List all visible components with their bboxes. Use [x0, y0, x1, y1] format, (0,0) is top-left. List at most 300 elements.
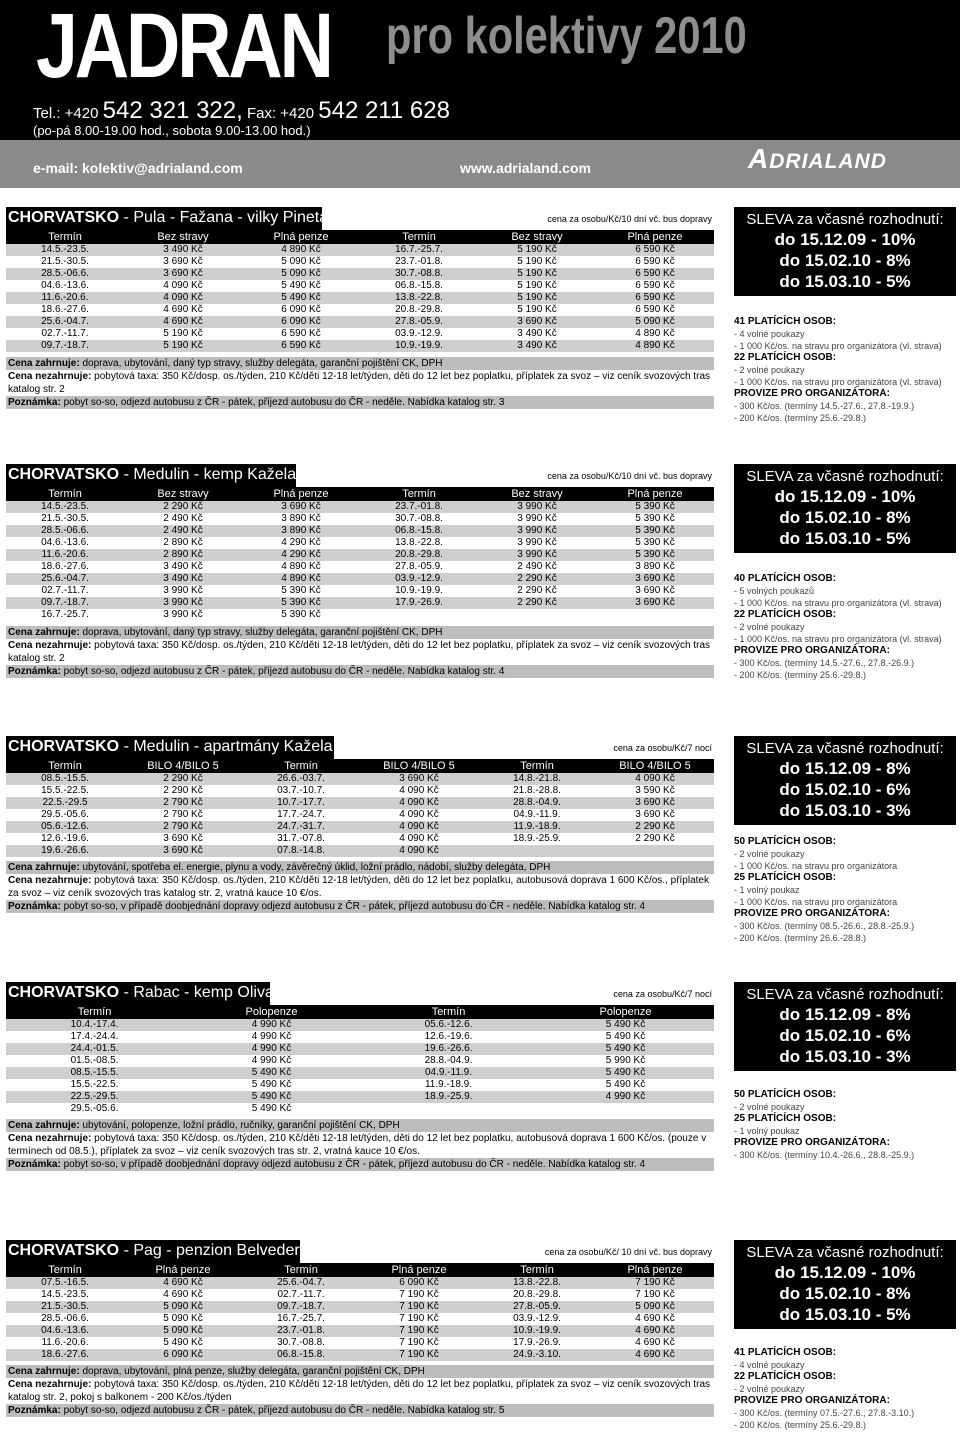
price-note: cena za osobu/Kč/7 nocí — [613, 989, 712, 999]
table-cell: 31.7.-07.8. — [242, 833, 360, 845]
table-header: Bez stravy — [124, 488, 242, 501]
table-cell: 14.8.-21.8. — [478, 773, 596, 785]
group-item: - 200 Kč/os. (termíny 25.6.-29.8.) — [734, 670, 867, 680]
table-cell — [478, 609, 596, 621]
table-cell: 4 890 Kč — [242, 573, 360, 585]
table-cell: 3 690 Kč — [124, 256, 242, 268]
table-cell: 4 990 Kč — [183, 1019, 360, 1031]
table-cell: 6 090 Kč — [242, 316, 360, 328]
table-cell: 5 390 Kč — [242, 585, 360, 597]
section-title-bar — [6, 1240, 714, 1264]
excluded-note — [6, 1132, 714, 1158]
section-title-bar — [6, 736, 714, 760]
table-cell: 7 190 Kč — [360, 1325, 478, 1337]
table-cell: 3 890 Kč — [596, 561, 714, 573]
excluded-note — [6, 1378, 714, 1404]
section-notes — [6, 626, 714, 678]
group-item: - 200 Kč/os. (termíny 26.6.-28.8.) — [734, 933, 867, 943]
table-cell: 3 990 Kč — [478, 525, 596, 537]
table-cell: 20.8.-29.8. — [360, 304, 478, 316]
table-cell: 3 890 Kč — [242, 513, 360, 525]
table-cell: 04.9.-11.9. — [360, 1067, 537, 1079]
table-header: Termín — [6, 760, 124, 773]
table-cell: 2 290 Kč — [596, 833, 714, 845]
discount-line: do 15.12.09 - 10% — [774, 487, 916, 506]
table-header: Termín — [242, 760, 360, 773]
group-item: - 1 000 Kč/os. na stravu pro organizátora (vl. strava) — [734, 341, 942, 351]
table-row — [6, 1301, 714, 1313]
excluded-label: Cena nezahrnuje: — [8, 874, 92, 886]
table-row — [6, 280, 714, 292]
table-cell: 10.9.-19.9. — [360, 585, 478, 597]
table-cell: 3 490 Kč — [124, 244, 242, 256]
table-cell: 4 090 Kč — [124, 292, 242, 304]
table-cell: 3 690 Kč — [596, 585, 714, 597]
table-cell: 5 490 Kč — [183, 1067, 360, 1079]
group-item: - 1 000 Kč/os. na stravu pro organizátora (vl. strava) — [734, 598, 942, 608]
table-cell: 03.7.-10.7. — [242, 785, 360, 797]
table-cell: 11.9.-18.9. — [360, 1079, 537, 1091]
table-cell: 28.5.-06.6. — [6, 1313, 124, 1325]
table-cell: 18.6.-27.6. — [6, 304, 124, 316]
table-cell: 2 290 Kč — [124, 501, 242, 513]
table-cell: 6 090 Kč — [124, 1349, 242, 1361]
table-row — [6, 597, 714, 609]
group-heading: PROVIZE PRO ORGANIZÁTORA: — [734, 908, 890, 919]
group-conditions — [734, 1089, 956, 1161]
table-row — [6, 1289, 714, 1301]
table-row — [6, 1091, 714, 1103]
table-cell: 5 190 Kč — [478, 256, 596, 268]
included-text: doprava, ubytování, daný typ stravy, služby delegáta, garanční pojištění CK, DPH — [79, 357, 443, 369]
table-row — [6, 561, 714, 573]
table-cell: 6 590 Kč — [596, 280, 714, 292]
table-cell: 17.9.-26.9. — [478, 1337, 596, 1349]
table-cell: 11.6.-20.6. — [6, 292, 124, 304]
table-cell: 5 190 Kč — [124, 340, 242, 352]
group-heading: PROVIZE PRO ORGANIZÁTORA: — [734, 1395, 890, 1406]
section-place: - Rabac - kemp Oliva — [119, 984, 274, 1001]
group-heading: PROVIZE PRO ORGANIZÁTORA: — [734, 645, 890, 656]
table-cell: 7 190 Kč — [360, 1301, 478, 1313]
section-notes — [6, 1365, 714, 1417]
table-cell: 4 890 Kč — [596, 328, 714, 340]
table-cell: 16.7.-25.7. — [6, 609, 124, 621]
table-cell: 2 490 Kč — [124, 525, 242, 537]
table-cell: 11.6.-20.6. — [6, 1337, 124, 1349]
table-cell: 3 490 Kč — [478, 340, 596, 352]
table-cell: 5 190 Kč — [478, 304, 596, 316]
table-cell: 3 890 Kč — [242, 525, 360, 537]
table-cell: 2 790 Kč — [124, 809, 242, 821]
included-label: Cena zahrnuje: — [8, 861, 80, 873]
table-cell: 4 090 Kč — [124, 280, 242, 292]
table-header: BILO 4/BILO 5 — [124, 760, 242, 773]
table-row — [6, 304, 714, 316]
table-cell: 4 890 Kč — [242, 561, 360, 573]
table-header: Termín — [478, 760, 596, 773]
table-header: Plná penze — [124, 1264, 242, 1277]
table-header: Termín — [6, 1006, 183, 1019]
table-row — [6, 525, 714, 537]
table-cell: 25.6.-04.7. — [6, 316, 124, 328]
early-booking-title: SLEVA za včasné rozhodnutí: — [746, 740, 944, 757]
table-header: BILO 4/BILO 5 — [360, 760, 478, 773]
table-cell: 10.9.-19.9. — [478, 1325, 596, 1337]
included-note — [6, 1119, 714, 1132]
table-cell: 5 190 Kč — [478, 280, 596, 292]
discount-line: do 15.02.10 - 8% — [779, 251, 911, 270]
table-cell: 08.5.-15.5. — [6, 1067, 183, 1079]
table-cell: 30.7.-08.8. — [360, 513, 478, 525]
table-cell: 5 090 Kč — [242, 256, 360, 268]
included-text: doprava, ubytování, plná penze, služby delegáta, garanční pojištění CK, DPH — [79, 1365, 425, 1377]
table-cell: 5 490 Kč — [183, 1079, 360, 1091]
group-heading: 40 PLATÍCÍCH OSOB: — [734, 573, 837, 584]
table-row — [6, 845, 714, 857]
table-cell: 5 490 Kč — [183, 1103, 360, 1115]
table-header: Bez stravy — [478, 231, 596, 244]
group-item: - 200 Kč/os. (termíny 25.6.-29.8.) — [734, 413, 867, 423]
group-item: - 2 volné poukazy — [734, 1102, 805, 1112]
adrialand-logo: ADRIALAND — [748, 143, 887, 174]
group-item: - 4 volné poukazy — [734, 329, 805, 339]
table-header: Plná penze — [596, 1264, 714, 1277]
table-header: Plná penze — [242, 488, 360, 501]
table-cell: 2 290 Kč — [478, 573, 596, 585]
remark-text: pobyt so-so, odjezd autobusu z ČR - pátek, příjezd autobusu do ČR - neděle. Nabídka katalog str. 5 — [60, 1404, 505, 1416]
table-header: Bez stravy — [124, 231, 242, 244]
table-cell — [537, 1103, 714, 1115]
remark-label: Poznámka: — [8, 396, 61, 408]
table-cell: 5 490 Kč — [242, 280, 360, 292]
table-cell: 27.8.-05.9. — [360, 316, 478, 328]
group-item: - 5 volných poukazů — [734, 586, 815, 596]
excluded-note — [6, 639, 714, 665]
table-cell: 13.8.-22.8. — [360, 292, 478, 304]
email-link[interactable]: e-mail: kolektiv@adrialand.com — [33, 160, 243, 176]
table-cell: 18.6.-27.6. — [6, 561, 124, 573]
table-cell: 28.8.-04.9. — [478, 797, 596, 809]
group-item: - 1 000 Kč/os. na stravu pro organizátora — [734, 861, 898, 871]
table-cell: 4 090 Kč — [360, 809, 478, 821]
table-cell: 7 190 Kč — [360, 1349, 478, 1361]
phone-number: 542 321 322, — [102, 97, 243, 124]
table-cell: 09.7.-18.7. — [242, 1301, 360, 1313]
excluded-label: Cena nezahrnuje: — [8, 640, 92, 651]
section-title — [8, 209, 328, 227]
discount-line: do 15.03.10 - 5% — [779, 272, 911, 291]
group-item: - 2 volné poukazy — [734, 365, 805, 375]
table-cell: 6 590 Kč — [596, 256, 714, 268]
table-row — [6, 1067, 714, 1079]
table-cell: 4 990 Kč — [183, 1031, 360, 1043]
table-cell: 4 690 Kč — [596, 1349, 714, 1361]
table-cell: 30.7.-08.8. — [360, 268, 478, 280]
section-country: CHORVATSKO — [8, 984, 120, 1001]
table-header: Polopenze — [183, 1006, 360, 1019]
table-cell: 4 690 Kč — [596, 1313, 714, 1325]
table-cell: 5 390 Kč — [596, 513, 714, 525]
included-note — [6, 861, 714, 874]
table-cell: 12.6.-19.6. — [360, 1031, 537, 1043]
table-cell: 5 390 Kč — [596, 537, 714, 549]
table-cell — [360, 1103, 537, 1115]
table-cell: 5 490 Kč — [537, 1031, 714, 1043]
table-cell: 4 290 Kč — [242, 537, 360, 549]
section-title — [8, 738, 333, 756]
phone-prefix: Tel.: +420 — [33, 105, 103, 122]
excluded-text: pobytová taxa: 350 Kč/dosp. os./týden, 210 Kč/děti 12-18 let/týden, děti do 12 let bez poplatku, autobusová doprava 1 600 Kč/os. (pouze v termínech od 08.5.), příplatek za svoz – viz ceník svozových tras str. 2, vratná kauce 10 €/os. — [8, 1133, 707, 1157]
table-cell: 2 890 Kč — [124, 537, 242, 549]
table-cell — [360, 609, 478, 621]
price-table — [6, 1006, 714, 1115]
table-cell: 28.8.-04.9. — [360, 1055, 537, 1067]
table-cell: 21.5.-30.5. — [6, 256, 124, 268]
early-booking-title: SLEVA za včasné rozhodnutí: — [746, 986, 944, 1003]
fax-number: 542 211 628 — [318, 97, 450, 124]
group-item: - 200 Kč/os. (termíny 25.6.-29.8.) — [734, 1420, 867, 1430]
table-cell: 21.5.-30.5. — [6, 1301, 124, 1313]
remark-text: pobyt so-so, odjezd autobusu z ČR - pátek, příjezd autobusu do ČR - neděle. Nabídka katalog str. 3 — [60, 396, 505, 408]
table-cell: 6 090 Kč — [360, 1277, 478, 1289]
table-cell: 3 690 Kč — [478, 316, 596, 328]
table-row — [6, 256, 714, 268]
table-row — [6, 797, 714, 809]
early-booking-box — [734, 736, 956, 825]
website-link[interactable]: www.adrialand.com — [460, 160, 591, 176]
table-cell: 29.5.-05.6. — [6, 1103, 183, 1115]
table-cell: 4 690 Kč — [124, 1277, 242, 1289]
table-row — [6, 809, 714, 821]
table-cell: 4 990 Kč — [537, 1091, 714, 1103]
section-notes — [6, 357, 714, 409]
group-heading: 41 PLATÍCÍCH OSOB: — [734, 1347, 837, 1358]
group-item: - 1 000 Kč/os. na stravu pro organizátora (vl. strava) — [734, 377, 942, 387]
table-cell: 3 690 Kč — [360, 773, 478, 785]
table-cell: 10.4.-17.4. — [6, 1019, 183, 1031]
table-cell: 3 990 Kč — [124, 609, 242, 621]
discount-line: do 15.03.10 - 3% — [779, 1047, 911, 1066]
table-cell: 5 490 Kč — [124, 1337, 242, 1349]
table-cell: 12.6.-19.6. — [6, 833, 124, 845]
table-cell: 02.7.-11.7. — [6, 328, 124, 340]
table-cell: 17.7.-24.7. — [242, 809, 360, 821]
table-row — [6, 773, 714, 785]
group-item: - 1 volný poukaz — [734, 885, 800, 895]
table-cell: 08.5.-15.5. — [6, 773, 124, 785]
table-header: Termín — [6, 231, 124, 244]
remark-label: Poznámka: — [8, 1159, 61, 1170]
table-header: Plná penze — [360, 1264, 478, 1277]
table-cell: 5 490 Kč — [537, 1067, 714, 1079]
table-cell: 2 290 Kč — [124, 773, 242, 785]
table-cell: 5 490 Kč — [242, 292, 360, 304]
group-heading: PROVIZE PRO ORGANIZÁTORA: — [734, 388, 890, 399]
table-row — [6, 1277, 714, 1289]
table-cell: 19.6.-26.6. — [360, 1043, 537, 1055]
table-cell: 2 490 Kč — [478, 561, 596, 573]
discount-line: do 15.12.09 - 8% — [779, 759, 911, 778]
table-cell: 2 290 Kč — [478, 597, 596, 609]
table-cell: 5 190 Kč — [478, 244, 596, 256]
table-cell: 09.7.-18.7. — [6, 340, 124, 352]
group-heading: 25 PLATÍCÍCH OSOB: — [734, 872, 837, 883]
table-header: Termín — [360, 231, 478, 244]
table-cell: 3 990 Kč — [478, 513, 596, 525]
table-row — [6, 1079, 714, 1091]
discount-line: do 15.12.09 - 10% — [774, 230, 916, 249]
price-table — [6, 760, 714, 857]
section-title-bar — [6, 982, 714, 1006]
included-label: Cena zahrnuje: — [8, 357, 80, 369]
table-cell: 5 490 Kč — [537, 1043, 714, 1055]
table-cell: 4 690 Kč — [596, 1325, 714, 1337]
table-cell: 3 990 Kč — [478, 501, 596, 513]
group-item: - 300 Kč/os. (termíny 14.5.-27.6., 27.8.-26.9.) — [734, 658, 915, 668]
table-cell: 4 990 Kč — [183, 1055, 360, 1067]
table-cell: 4 090 Kč — [360, 797, 478, 809]
fax-prefix: Fax: +420 — [242, 105, 319, 122]
table-cell: 5 490 Kč — [183, 1091, 360, 1103]
group-item: - 300 Kč/os. (termíny 14.5.-27.6., 27.8.-19.9.) — [734, 401, 915, 411]
remark-note — [6, 665, 714, 678]
table-header: Termín — [6, 1264, 124, 1277]
table-cell: 3 690 Kč — [124, 833, 242, 845]
table-header: Plná penze — [242, 231, 360, 244]
table-row — [6, 1325, 714, 1337]
section-country: CHORVATSKO — [8, 738, 120, 755]
included-text: doprava, ubytování, daný typ stravy, služby delegáta, garanční pojištění CK, DPH — [79, 627, 443, 638]
table-cell: 4 690 Kč — [596, 1337, 714, 1349]
section-title — [8, 466, 296, 484]
table-cell: 03.9.-12.9. — [478, 1313, 596, 1325]
table-cell: 4 890 Kč — [242, 244, 360, 256]
group-item: - 1 000 Kč/os. na stravu pro organizátora (vl. strava) — [734, 634, 942, 644]
table-cell: 6 590 Kč — [596, 292, 714, 304]
table-cell: 7 190 Kč — [360, 1313, 478, 1325]
excluded-text: pobytová taxa: 350 Kč/dosp. os./týden, 210 Kč/děti 12-18 let/týden, děti do 12 let bez poplatku, autobusová doprava 1 600 Kč/os., příplatek za svoz – viz ceník svozových tras katalog str. 2, vratná kauce 10 €/os. — [8, 874, 709, 899]
table-cell: 14.5.-23.5. — [6, 1289, 124, 1301]
group-heading: 50 PLATÍCÍCH OSOB: — [734, 836, 837, 847]
table-cell: 4 690 Kč — [124, 304, 242, 316]
group-item: - 4 volné poukazy — [734, 1360, 805, 1370]
excluded-text: pobytová taxa: 350 Kč/dosp. os./týden, 210 Kč/děti 12-18 let/týden, děti do 12 let bez poplatku, příplatek za svoz – viz ceník svozových tras katalog str. 2 — [8, 370, 711, 395]
table-row — [6, 549, 714, 561]
table-row — [6, 609, 714, 621]
remark-note — [6, 1158, 714, 1171]
table-row — [6, 513, 714, 525]
section-title — [8, 1242, 300, 1260]
table-cell: 27.8.-05.9. — [478, 1301, 596, 1313]
table-cell: 6 590 Kč — [596, 304, 714, 316]
table-cell: 5 390 Kč — [596, 525, 714, 537]
phone-line — [33, 99, 450, 126]
table-cell: 4 090 Kč — [360, 833, 478, 845]
table-cell: 5 390 Kč — [596, 501, 714, 513]
excluded-note — [6, 370, 714, 396]
table-row — [6, 585, 714, 597]
table-cell: 5 190 Kč — [478, 292, 596, 304]
table-cell: 02.7.-11.7. — [242, 1289, 360, 1301]
table-cell: 6 590 Kč — [242, 340, 360, 352]
section-notes — [6, 1119, 714, 1171]
table-cell: 17.9.-26.9. — [360, 597, 478, 609]
table-row — [6, 573, 714, 585]
table-cell: 19.6.-26.6. — [6, 845, 124, 857]
table-cell: 6 590 Kč — [242, 328, 360, 340]
table-cell: 5 490 Kč — [537, 1019, 714, 1031]
table-cell: 2 890 Kč — [124, 549, 242, 561]
table-cell: 04.6.-13.6. — [6, 537, 124, 549]
table-cell: 2 790 Kč — [124, 821, 242, 833]
discount-line: do 15.03.10 - 5% — [779, 1305, 911, 1324]
group-heading: 41 PLATÍCÍCH OSOB: — [734, 316, 837, 327]
included-text: ubytování, polopenze, ložní prádlo, ručníky, garanční pojištění CK, DPH — [79, 1120, 400, 1131]
group-item: - 1 000 Kč/os. na stravu pro organizátora — [734, 897, 898, 907]
table-cell: 25.6.-04.7. — [242, 1277, 360, 1289]
early-booking-title: SLEVA za včasné rozhodnutí: — [746, 1244, 944, 1261]
remark-label: Poznámka: — [8, 900, 61, 912]
table-row — [6, 1349, 714, 1361]
discount-line: do 15.12.09 - 10% — [774, 1263, 916, 1282]
table-row — [6, 328, 714, 340]
group-item: - 1 volný poukaz — [734, 1126, 800, 1136]
table-cell: 06.8.-15.8. — [242, 1349, 360, 1361]
table-cell: 3 690 Kč — [596, 797, 714, 809]
excluded-label: Cena nezahrnuje: — [8, 370, 92, 382]
table-cell: 4 690 Kč — [124, 1289, 242, 1301]
page-subtitle: pro kolektivy 2010 — [386, 7, 747, 65]
table-cell: 18.9.-25.9. — [478, 833, 596, 845]
table-row — [6, 1019, 714, 1031]
table-row — [6, 1043, 714, 1055]
group-item: - 300 Kč/os. (termíny 07.5.-27.6., 27.8.-3.10.) — [734, 1408, 915, 1418]
table-cell: 06.8.-15.8. — [360, 280, 478, 292]
group-item: - 300 Kč/os. (termíny 10.4.-26.6., 28.8.-25.9.) — [734, 1150, 915, 1160]
early-booking-title: SLEVA za včasné rozhodnutí: — [746, 211, 944, 228]
table-cell: 4 690 Kč — [124, 316, 242, 328]
table-cell: 2 490 Kč — [124, 513, 242, 525]
table-cell: 20.8.-29.8. — [360, 549, 478, 561]
group-heading: 22 PLATÍCÍCH OSOB: — [734, 609, 837, 620]
table-cell: 21.5.-30.5. — [6, 513, 124, 525]
table-cell — [596, 609, 714, 621]
table-cell: 18.9.-25.9. — [360, 1091, 537, 1103]
table-header: Polopenze — [537, 1006, 714, 1019]
table-cell: 5 390 Kč — [242, 597, 360, 609]
table-cell: 15.5.-22.5. — [6, 785, 124, 797]
table-cell: 02.7.-11.7. — [6, 585, 124, 597]
table-cell: 5 090 Kč — [124, 1325, 242, 1337]
group-heading: 22 PLATÍCÍCH OSOB: — [734, 1371, 837, 1382]
table-cell: 23.7.-01.8. — [360, 501, 478, 513]
group-heading: 22 PLATÍCÍCH OSOB: — [734, 352, 837, 363]
table-cell: 06.8.-15.8. — [360, 525, 478, 537]
table-header: Bez stravy — [478, 488, 596, 501]
table-cell: 14.5.-23.5. — [6, 244, 124, 256]
table-cell: 3 690 Kč — [596, 597, 714, 609]
table-row — [6, 340, 714, 352]
table-cell: 16.7.-25.7. — [242, 1313, 360, 1325]
table-cell: 27.8.-05.9. — [360, 561, 478, 573]
table-cell: 22.5.-29.5. — [6, 1091, 183, 1103]
discount-line: do 15.03.10 - 3% — [779, 801, 911, 820]
table-row — [6, 537, 714, 549]
discount-line: do 15.02.10 - 8% — [779, 508, 911, 527]
price-table — [6, 1264, 714, 1361]
table-cell: 11.9.-18.9. — [478, 821, 596, 833]
